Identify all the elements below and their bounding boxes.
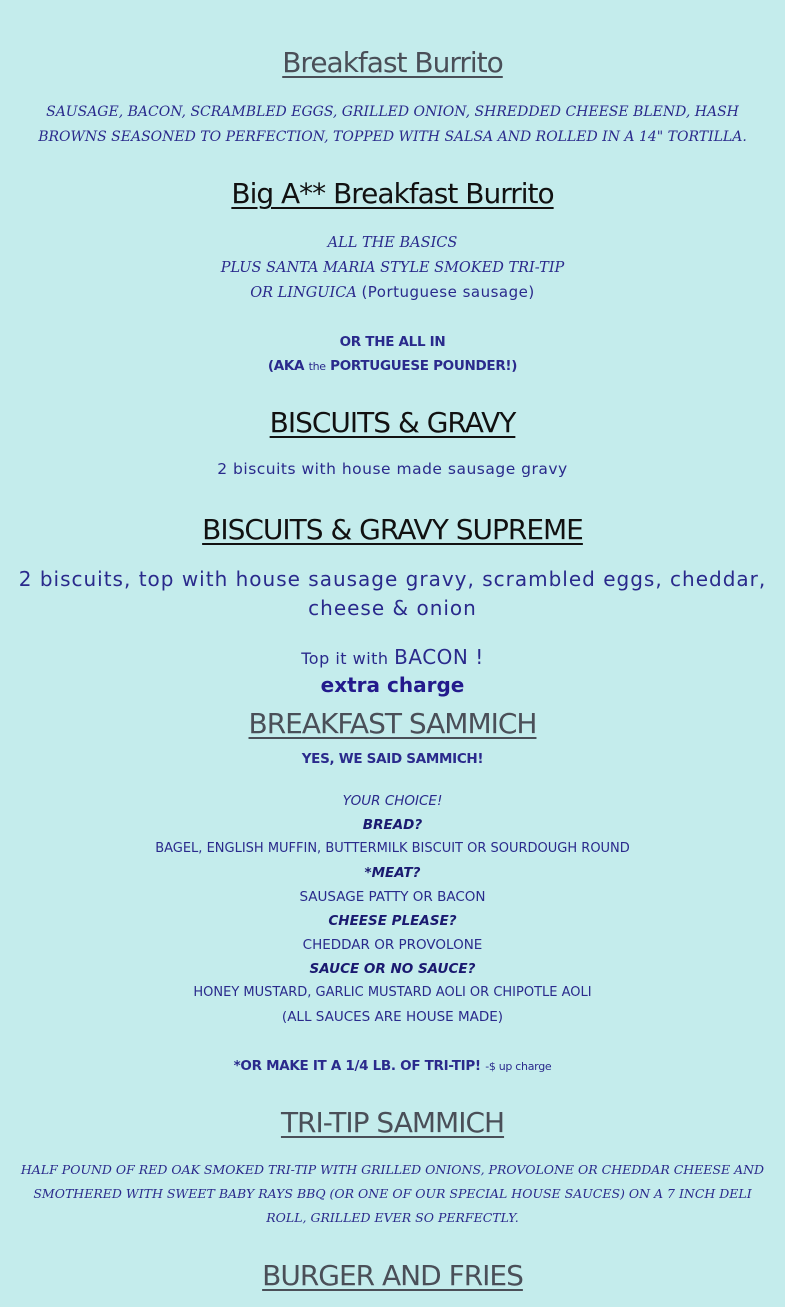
all-in-line: OR THE ALL IN (339, 334, 446, 350)
biscuits-supreme-desc-line-1: 2 biscuits, top with house sausage gravy, scrambled eggs, cheddar, (18, 567, 767, 591)
sauce-note: (ALL SAUCES ARE HOUSE MADE) (281, 1009, 504, 1025)
aka-line (0, 358, 785, 374)
linguica-text: OR LINGUICA (250, 285, 362, 301)
up-charge-text: -$ up charge (485, 1060, 552, 1073)
breakfast-sammich-title: BREAKFAST SAMMICH (248, 707, 537, 740)
meat-question: *MEAT? (364, 865, 421, 881)
top-it-text: Top it with (301, 649, 395, 668)
breakfast-burrito-desc-line-1: SAUSAGE, BACON, SCRAMBLED EGGS, GRILLED ONION, SHREDDED CHEESE BLEND, HASH (46, 104, 739, 120)
aka-the: the (308, 360, 326, 373)
big-burrito-line-2: PLUS SANTA MARIA STYLE SMOKED TRI-TIP (220, 260, 565, 276)
tri-tip-upgrade-line (0, 1058, 785, 1074)
aka-rest: PORTUGUESE POUNDER!) (325, 358, 518, 374)
bread-question: BREAD? (362, 817, 423, 833)
your-choice: YOUR CHOICE! (342, 793, 443, 809)
meat-options: SAUSAGE PATTY OR BACON (299, 889, 486, 905)
bread-options: BAGEL, ENGLISH MUFFIN, BUTTERMILK BISCUIT OR SOURDOUGH ROUND (155, 841, 630, 856)
tri-tip-desc-line-2: SMOTHERED WITH SWEET BABY RAYS BBQ (OR ONE OF OUR SPECIAL HOUSE SAUCES) ON A 7 INCH DELI (33, 1186, 752, 1201)
big-burrito-line-1: ALL THE BASICS (327, 235, 458, 251)
tri-tip-sammich-title: TRI-TIP SAMMICH (280, 1106, 505, 1139)
tri-tip-upgrade-text: *OR MAKE IT A 1/4 LB. OF TRI-TIP! (233, 1058, 486, 1074)
biscuits-gravy-desc: 2 biscuits with house made sausage gravy (217, 460, 568, 478)
big-burrito-line-3 (0, 281, 785, 306)
biscuits-supreme-desc-line-2: cheese & onion (308, 596, 477, 620)
cheese-question: CHEESE PLEASE? (328, 913, 457, 929)
biscuits-supreme-title: BISCUITS & GRAVY SUPREME (202, 513, 583, 546)
sauce-options: HONEY MUSTARD, GARLIC MUSTARD AOLI OR CHIPOTLE AOLI (193, 985, 592, 1000)
sauce-question: SAUCE OR NO SAUCE? (309, 961, 476, 977)
bacon-text: BACON ! (394, 645, 484, 669)
big-burrito-title: Big A** Breakfast Burrito (231, 177, 554, 210)
breakfast-burrito-desc-line-2: BROWNS SEASONED TO PERFECTION, TOPPED WITH SALSA AND ROLLED IN A 14" TORTILLA. (38, 129, 747, 145)
portuguese-sausage-text: (Portuguese sausage) (361, 283, 535, 301)
tri-tip-desc-line-3: ROLL, GRILLED EVER SO PERFECTLY. (266, 1210, 519, 1225)
burger-fries-title: BURGER AND FRIES (262, 1259, 523, 1292)
sammich-tagline: YES, WE SAID SAMMICH! (301, 751, 484, 767)
top-it-line (0, 645, 785, 669)
aka-open: (AKA (267, 358, 309, 374)
tri-tip-desc-line-1: HALF POUND OF RED OAK SMOKED TRI-TIP WITH GRILLED ONIONS, PROVOLONE OR CHEDDAR CHEESE AND (20, 1162, 765, 1177)
breakfast-burrito-title: Breakfast Burrito (282, 46, 503, 79)
biscuits-gravy-title: BISCUITS & GRAVY (269, 406, 516, 439)
extra-charge: extra charge (320, 673, 465, 697)
cheese-options: CHEDDAR OR PROVOLONE (302, 937, 483, 953)
